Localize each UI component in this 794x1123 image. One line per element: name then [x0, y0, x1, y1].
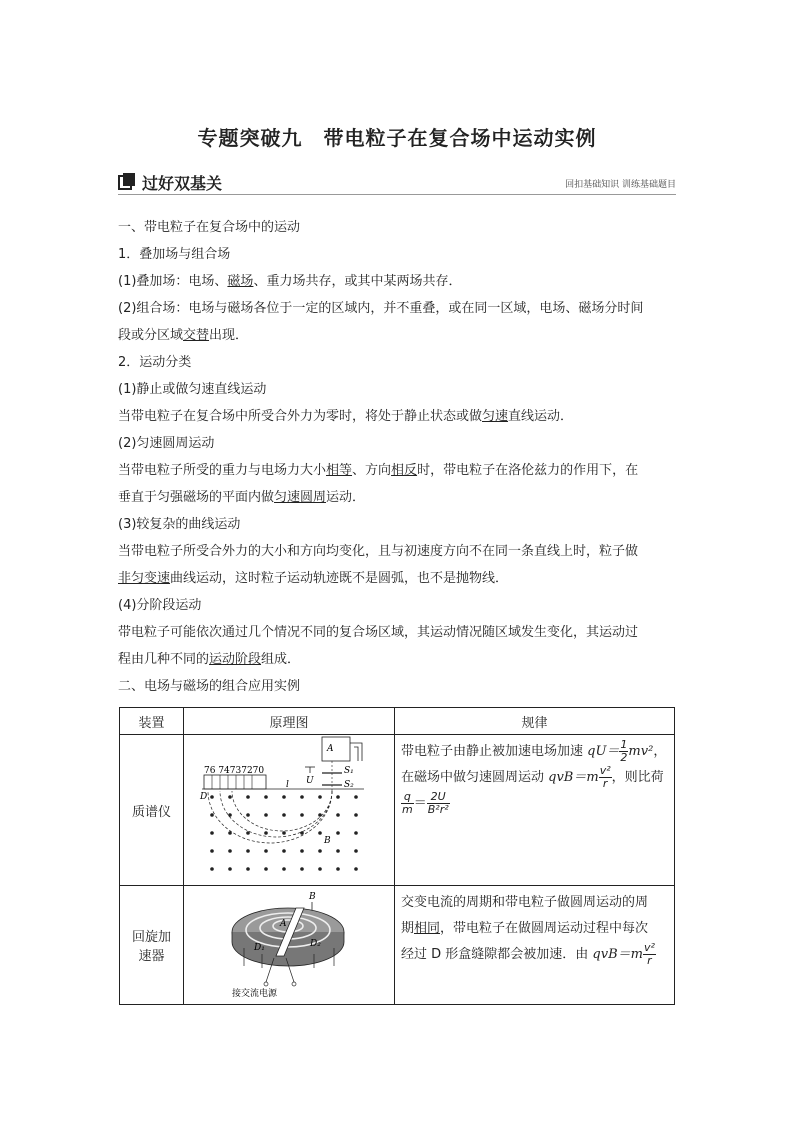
section-book-icon: [118, 172, 136, 190]
magnetic-field-dots: [210, 795, 358, 871]
para-curve: 当带电粒子所受合外力的大小和方向均变化，且与初速度方向不在同一条直线上时，粒子做 非匀变速曲线运动，这时粒子运动轨迹既不是圆弧，也不是抛物线．: [118, 544, 639, 586]
item-1: (1)静止或做匀速直线运动: [118, 382, 267, 397]
body-text: [118, 214, 678, 700]
item-4: (4)分阶段运动: [118, 598, 202, 613]
cyclotron-caption: 接交流电源: [232, 989, 278, 999]
device-cyclotron: 回旋加 速器: [120, 886, 184, 1005]
col-rule: 规律: [395, 708, 675, 735]
label-B: B: [324, 836, 331, 846]
item-2: (2)匀速圆周运动: [118, 436, 215, 451]
label-B: B: [309, 892, 316, 902]
col-diagram: 原理图: [184, 708, 395, 735]
col-device: 装置: [120, 708, 184, 735]
section-title: 过好双基关: [142, 174, 223, 193]
para-static: 当带电粒子在复合场中所受合外力为零时，将处于静止状态或做匀速直线运动．: [118, 409, 574, 424]
label-A: A: [280, 919, 287, 929]
mass-spectrometer-diagram-cell: [184, 735, 395, 886]
label-U: U: [306, 776, 314, 786]
para-combined: (2)组合场：电场与磁场各位于一定的区域内，并不重叠，或在同一区域，电场、磁场分时间 段或分区域交替出现．: [118, 301, 644, 343]
para-superposition: (1)叠加场：电场、磁场、重力场共存，或其中某两场共存．: [118, 274, 462, 289]
table-row: [120, 735, 675, 886]
rule-cyclotron: 交变电流的周期和带电粒子做圆周运动的周 期相同，带电粒子在做圆周运动过程中每次 经过 D 形盒缝隙都会被加速．由 qvB＝m $\frac{\text{v²}}{r}$: [395, 886, 675, 1005]
label-A: A: [327, 744, 334, 754]
subheading-2: 2．运动分类: [118, 355, 192, 370]
section-header: [118, 170, 676, 195]
subheading-1: 1．叠加场与组合场: [118, 247, 231, 262]
label-D: D: [200, 792, 208, 802]
label-D1: D₁: [254, 943, 265, 953]
cyclotron-diagram-cell: [184, 886, 395, 1005]
mass-spectrometer-diagram: [184, 735, 394, 881]
para-circular: 当带电粒子所受的重力与电场力大小相等、方向相反时，带电粒子在洛伦兹力的作用下，在 垂直于匀强磁场的平面内做匀速圆周运动．: [118, 463, 639, 505]
scale-label: 76 74737270: [204, 766, 265, 776]
item-3: (3)较复杂的曲线运动: [118, 517, 241, 532]
cyclotron-diagram: [184, 886, 394, 1000]
table-header-row: [120, 708, 675, 735]
examples-table: [119, 707, 675, 1005]
device-mass-spectrometer: 质谱仪: [120, 735, 184, 886]
heading-1: 一、带电粒子在复合场中的运动: [118, 220, 301, 235]
table-row: [120, 886, 675, 1005]
page-title: 专题突破九 带电粒子在复合场中运动实例: [197, 126, 597, 150]
rule-mass-spectrometer: 带电粒子由静止被加速电场加速 qU＝ $\frac{1}{2}$ mv²， 在磁场中做匀速圆周运动 qvB＝m $\frac{\text{v²}}{r}$ ，则比荷 $\frac{q}{m}$ ＝ $\frac{2U}{\text{B²r²}}$: [395, 735, 675, 886]
label-S2: S₂: [344, 780, 354, 790]
section-subtitle: 回扣基础知识 训练基础题目: [565, 180, 676, 190]
heading-2: 二、电场与磁场的组合应用实例: [118, 679, 301, 694]
para-stages: 带电粒子可能依次通过几个情况不同的复合场区域，其运动情况随区域发生变化，其运动过 程由几种不同的运动阶段组成．: [118, 625, 639, 667]
label-D2: D₂: [310, 939, 321, 949]
label-l: l: [286, 780, 289, 790]
label-S1: S₁: [344, 766, 354, 776]
